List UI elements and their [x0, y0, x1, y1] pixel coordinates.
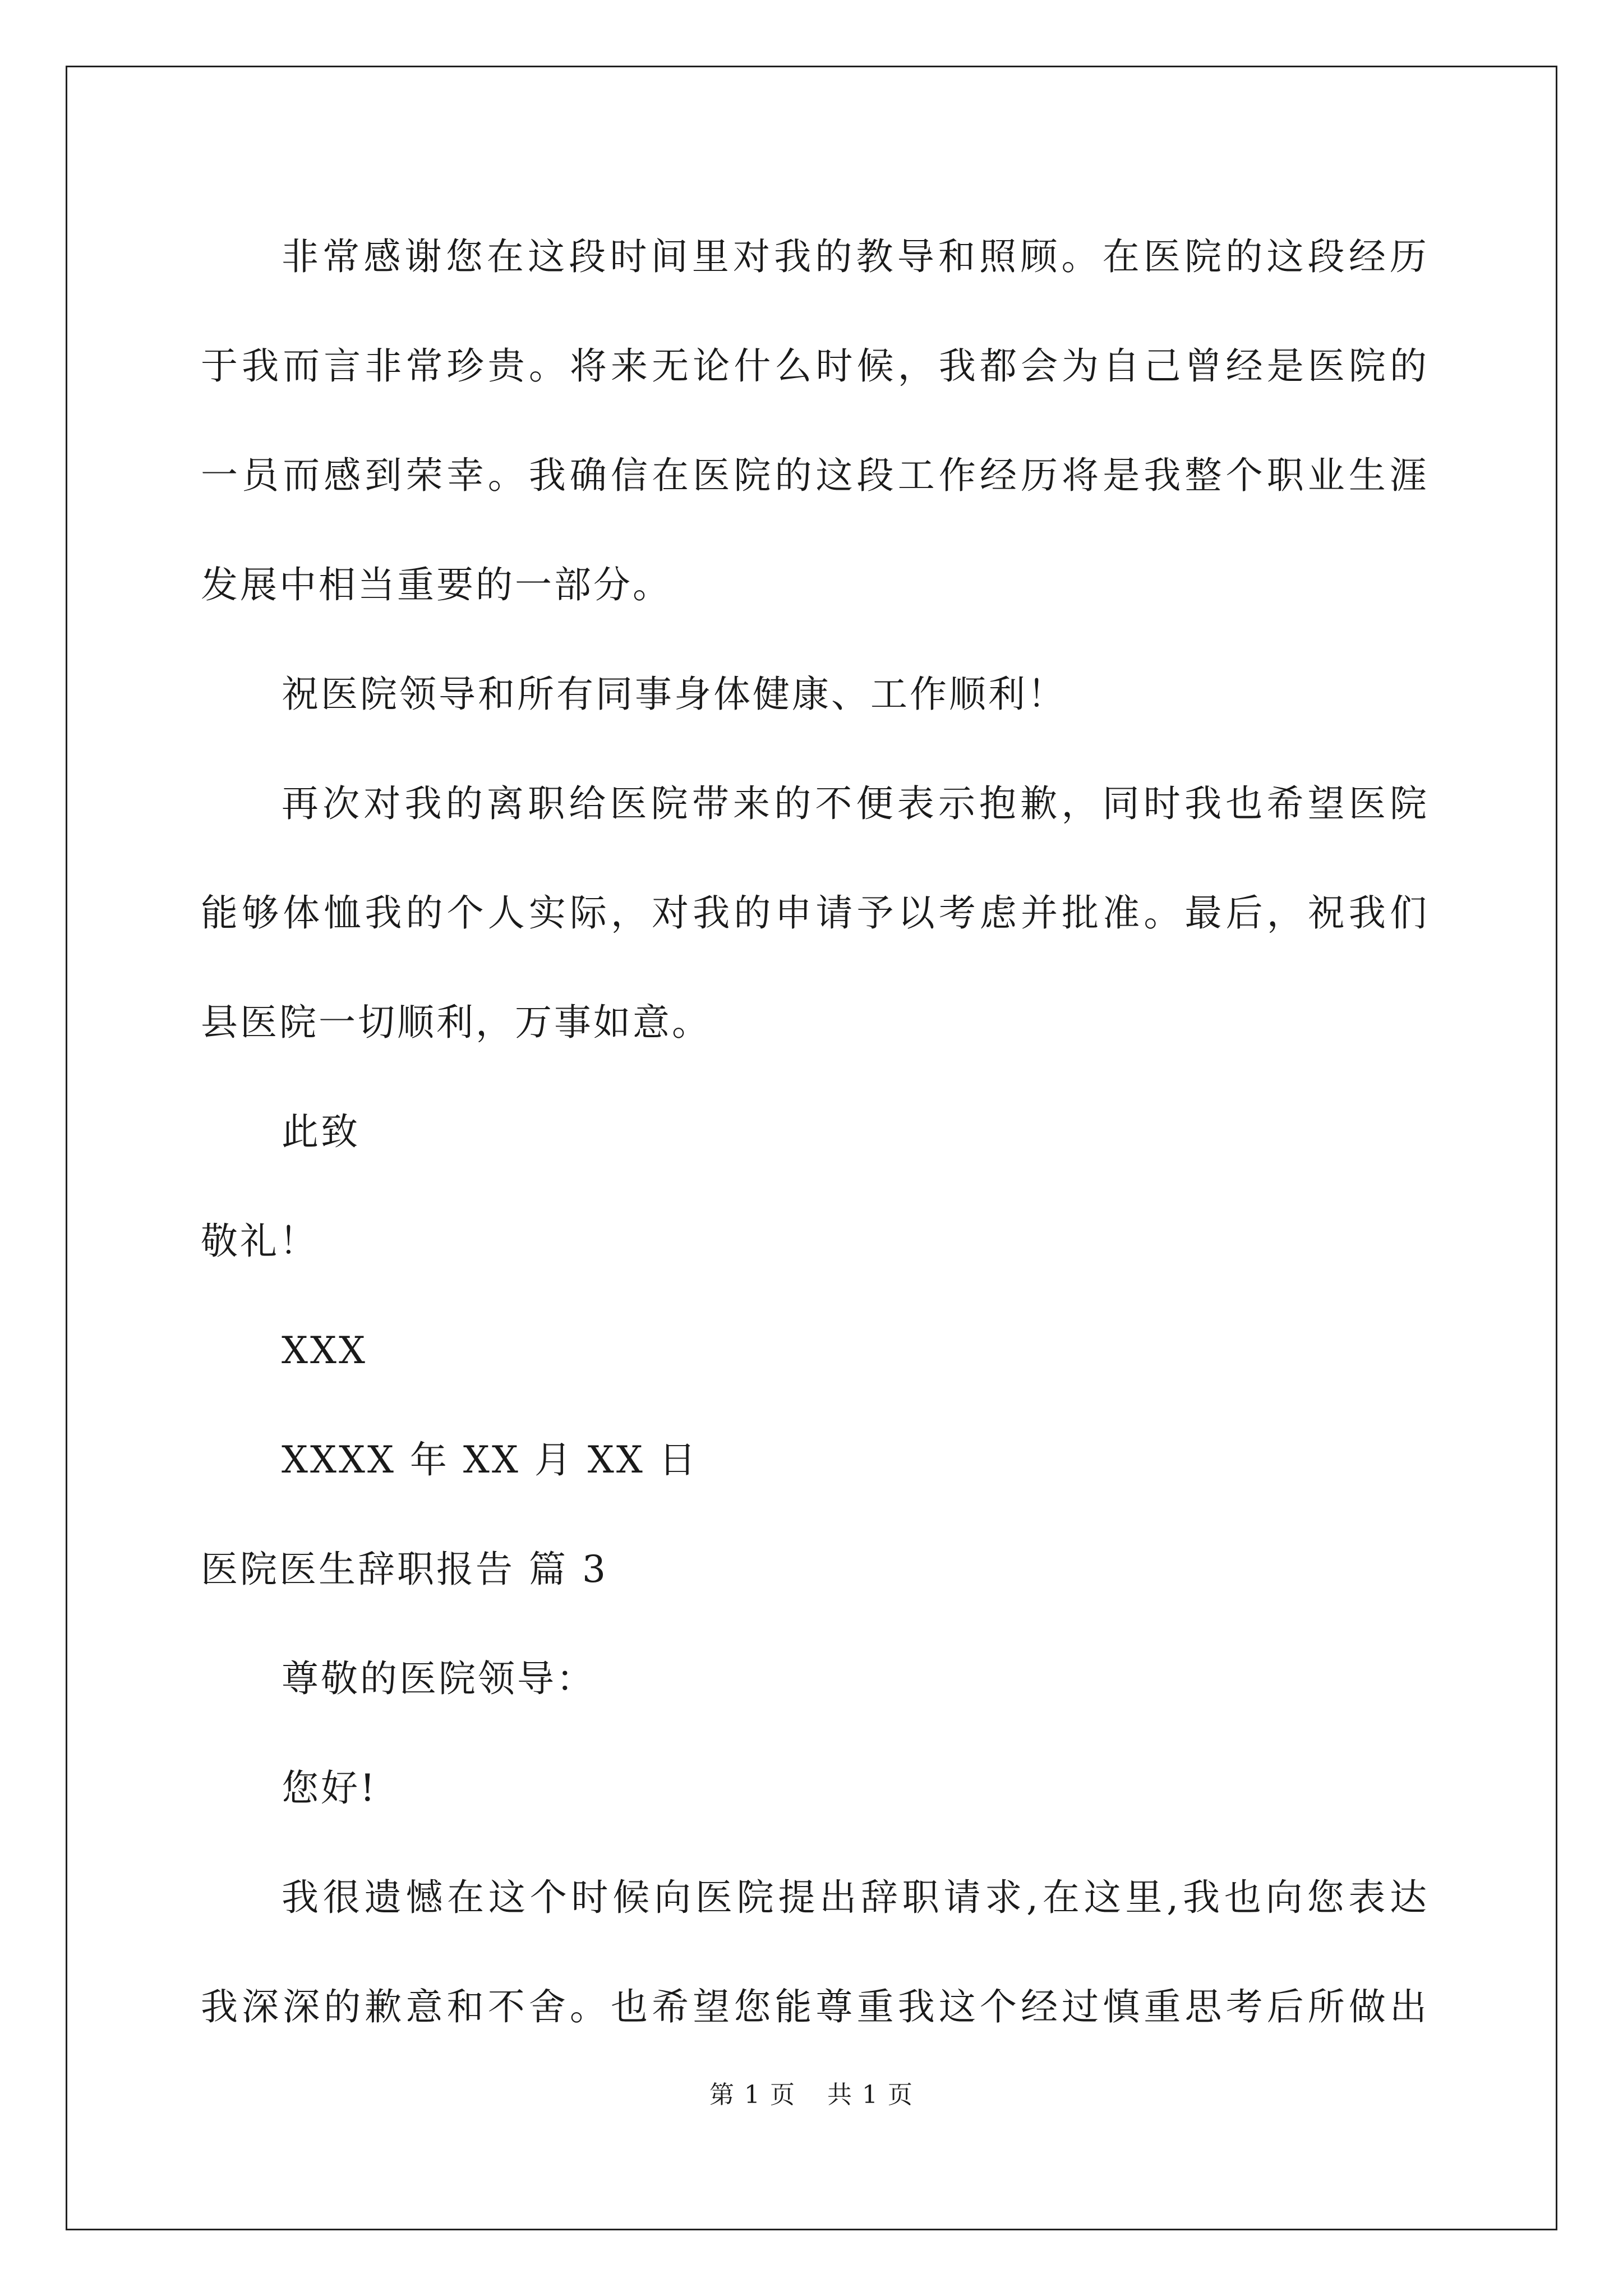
- page-number: 第 1 页: [709, 2081, 796, 2109]
- text-line: 一员而感到荣幸。我确信在医院的这段工作经历将是我整个职业生涯: [201, 454, 1429, 497]
- text-line: 祝医院领导和所有同事身体健康、工作顺利！: [282, 673, 1067, 716]
- greeting-recipient: 尊敬的医院领导：: [282, 1657, 596, 1700]
- page-footer: [0, 2078, 1623, 2112]
- page-total: 共 1 页: [827, 2081, 914, 2109]
- text-line: 于我而言非常珍贵。将来无论什么时候，我都会为自己曾经是医院的: [201, 344, 1429, 388]
- text-line: 我深深的歉意和不舍。也希望您能尊重我这个经过慎重思考后所做出: [201, 1985, 1429, 2028]
- signature-date: XXXX 年 XX 月 XX 日: [282, 1438, 698, 1481]
- closing-salutation: 此致: [282, 1110, 360, 1153]
- signature-name: XXX: [282, 1329, 367, 1372]
- section-heading: 医院医生辞职报告 篇 3: [201, 1548, 608, 1591]
- text-line: 能够体恤我的个人实际，对我的申请予以考虑并批准。最后，祝我们: [201, 891, 1429, 935]
- text-line: 再次对我的离职给医院带来的不便表示抱歉，同时我也希望医院: [282, 782, 1429, 825]
- text-line: 县医院一切顺利，万事如意。: [201, 1001, 711, 1044]
- text-line: 我很遗憾在这个时候向医院提出辞职请求,在这里,我也向您表达: [282, 1876, 1429, 1919]
- text-line: 发展中相当重要的一部分。: [201, 563, 672, 606]
- document-body: [201, 202, 1429, 2062]
- greeting: 您好!: [282, 1766, 377, 1810]
- text-line: 非常感谢您在这段时间里对我的教导和照顾。在医院的这段经历: [282, 235, 1429, 278]
- closing-regards: 敬礼！: [201, 1220, 319, 1263]
